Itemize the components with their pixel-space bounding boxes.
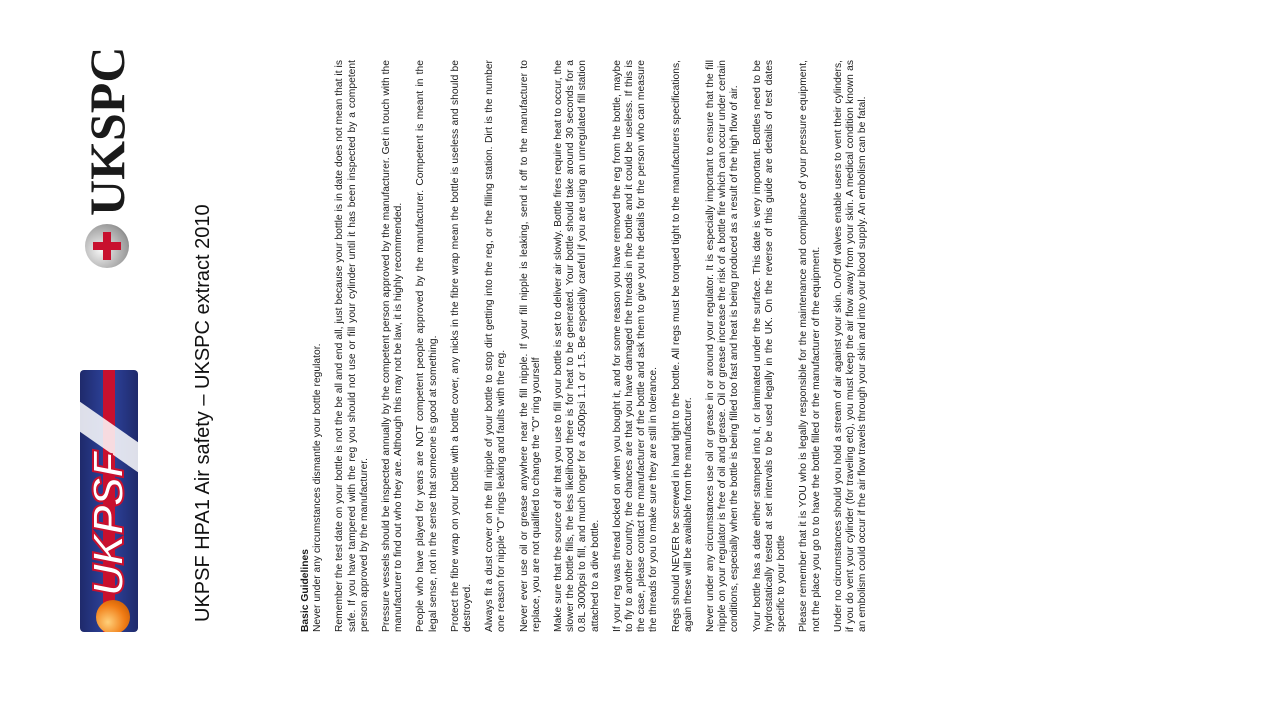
ukpsf-logo-text: UKPSF [84,451,133,596]
guideline-paragraph: Never ever use oil or grease anywhere near the fill nipple. If your fill nipple is leaking, send it off to the manufacturer to replace, you are not qualified to change the "O" ring yourself [518,60,542,632]
guideline-paragraph: Please remember that it is YOU who is legally responsible for the maintenance and compliance of your pressure equipment, not the place you go to to have the bottle filled or the manufacturer of the equipment. [798,60,822,632]
guideline-paragraph: People who have played for years are NOT competent people approved by the manufacturer. Competent is meant in the legal sense, not in the sense that someone is good at something. [415,60,439,632]
ukspc-badge-icon [85,224,129,268]
ukspc-logo [79,46,135,268]
guideline-paragraph: Always fit a dust cover on the fill nipple of your bottle to stop dirt getting into the reg, or the filling station. Dirt is the number one reason for nipple "O" rings leaking and faults with the reg. [484,60,508,632]
guideline-paragraph: If your reg was thread locked on when you bought it, and for some reason you have removed the reg from the bottle, maybe to fly to another country, the chances are that you have damaged the threads in the bottle and it could be useless. If this is the case, please contact the manufacturer of the bottle and ask them to give you the details for the person who can measure the threads for you to make sure they are still in tolerance. [611,60,660,632]
guideline-paragraph: Make sure that the source of air that you use to fill your bottle is set to deliver air slowly. Bottle fires require heat to occur, the slower the bottle fills, the less likelihood there is for heat to be generated. Your bottle should take around 30 seconds for a 0.8L 3000psi to fill, and much longer for a 4500psi 1.1 or 1.5. Be especially careful if you are using an unregulated fill station attached to a dive bottle. [553,60,601,632]
guideline-paragraph: Remember the test date on your bottle is not the be all and end all, just because your bottle is in date does not mean that it is safe. If you have tampered with the reg you should not use or fill your cylinder until it has been inspected by a competent person approved by the manufacturer. [334,60,370,632]
guideline-paragraph: Your bottle has a date either stamped into it, or laminated under the surface. This date is very important. Bottles need to be hydrostatically tested at set intervals to be used legally in the UK. On the reverse of this guide are details of test dates specific to your bottle [751,60,788,632]
guideline-paragraph: Under no circumstances should you hold a stream of air against your skin. On/Off valves enable users to vent their cylinders, if you do vent your cylinder (for traveling etc), you must keep the air flow away from your skin. A medical condition known as an embolism could occur if the air flow travels through your skin and into your blood supply. An embolism can be fatal. [832,60,869,632]
guideline-paragraph: Pressure vessels should be inspected annually by the competent person approved by the manufacturer. Get in touch with the manufacturer to find out who they are. Although this may not be law, it is highly recommended. [381,60,405,632]
guidelines-intro: Never under any circumstances dismantle your bottle regulator. [312,343,324,632]
ukspc-logo-text: UKSPC [79,46,135,216]
guideline-paragraph: Regs should NEVER be screwed in hand tight to the bottle. All regs must be torqued tight to the manufacturers specifications, again these will be available from the manufacturer. [670,60,694,632]
ukpsf-logo [80,370,138,632]
paintball-icon [96,600,130,632]
guidelines-heading: Basic Guidelines [300,549,311,632]
document-title: UKPSF HPA1 Air safety – UKSPC extract 2010 [192,204,214,622]
guideline-paragraph: Protect the fibre wrap on your bottle with a bottle cover, any nicks in the fibre wrap mean the bottle is useless and should be destroyed. [449,60,474,632]
guideline-paragraph: Never under any circumstances use oil or grease in or around your regulator. It is especially important to ensure that the fill nipple on your regulator is free of oil and grease. Oil or grease increase the risk of a bottle fire which can occur under certain conditions, especially when the bottle is being filled too fast and heat is being produced as a result of the high flow of air. [705,60,741,632]
guidelines-content [300,60,1080,632]
